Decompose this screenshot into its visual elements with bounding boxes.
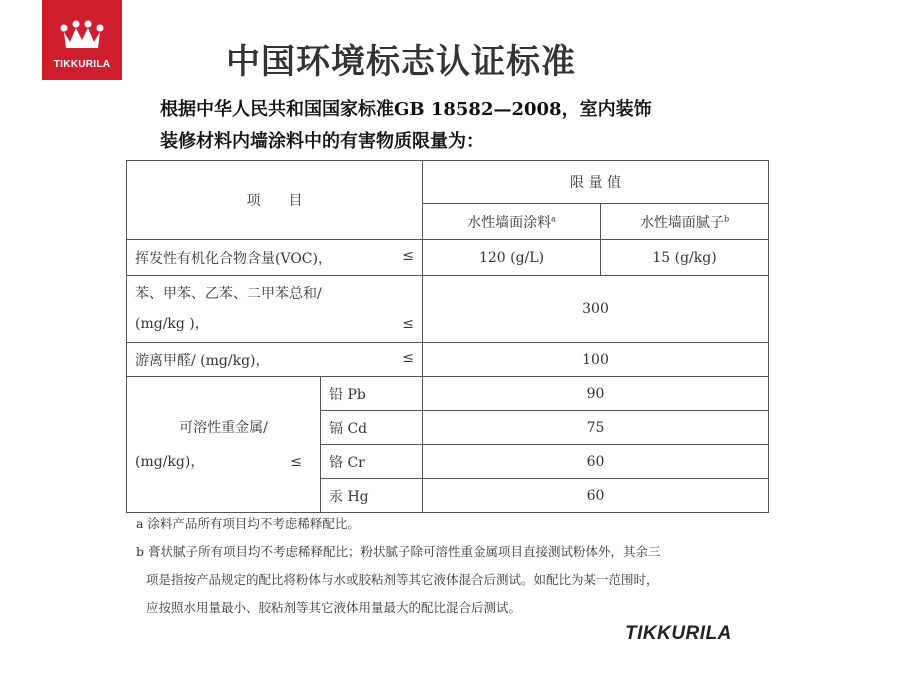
table-row bbox=[127, 276, 769, 343]
metal-name: 汞 Hg bbox=[321, 479, 423, 513]
benzene-label: 苯、甲苯、乙苯、二甲苯总和/ (mg/kg )， ≤ bbox=[127, 276, 423, 343]
table-row bbox=[127, 240, 769, 276]
formaldehyde-value: 100 bbox=[423, 343, 769, 377]
header-item: 项 目 bbox=[127, 161, 423, 240]
footnotes bbox=[136, 510, 766, 622]
metal-name: 铅 Pb bbox=[321, 377, 423, 411]
footnote-b-line-3: 应按照水用量最小、胶粘剂等其它液体用量最大的配比混合后测试。 bbox=[146, 600, 522, 615]
brand-wordmark: TIKKURILA bbox=[625, 623, 732, 644]
formaldehyde-label: 游离甲醛/ (mg/kg)， ≤ bbox=[127, 343, 423, 377]
metal-value: 90 bbox=[423, 377, 769, 411]
logo-text: TIKKURILA bbox=[53, 59, 111, 70]
voc-label: 挥发性有机化合物含量(VOC)， ≤ bbox=[127, 240, 423, 276]
metal-name: 镉 Cd bbox=[321, 411, 423, 445]
standard-document bbox=[126, 160, 766, 648]
footnote-b-line-2: 项是指按产品规定的配比将粉体与水或胶粘剂等其它液体混合后测试。如配比为某一范围时， bbox=[146, 572, 659, 587]
crown-icon bbox=[60, 18, 104, 52]
limits-table bbox=[126, 160, 769, 513]
voc-putty-value: 15 (g/kg) bbox=[601, 240, 769, 276]
benzene-value: 300 bbox=[423, 276, 769, 343]
intro-line-2: 装修材料内墙涂料中的有害物质限量为： bbox=[160, 131, 484, 152]
tikkurila-logo bbox=[42, 0, 122, 80]
metal-value: 60 bbox=[423, 479, 769, 513]
footnote-b-line-1: b 膏状腻子所有项目均不考虑稀释配比；粉状腻子除可溶性重金属项目直接测试粉体外，其余三 bbox=[136, 544, 661, 559]
table-row bbox=[127, 377, 769, 411]
intro-text bbox=[160, 94, 652, 158]
metals-label: 可溶性重金属/ (mg/kg)， ≤ bbox=[127, 377, 321, 513]
intro-line-1: 根据中华人民共和国国家标准GB 18582—2008，室内装饰 bbox=[160, 99, 652, 120]
table-row bbox=[127, 343, 769, 377]
footnote-a: a 涂料产品所有项目均不考虑稀释配比。 bbox=[136, 516, 360, 531]
header-limit: 限 量 值 bbox=[423, 161, 769, 204]
subheader-putty: 水性墙面腻子$^b$ bbox=[601, 204, 769, 240]
metal-value: 60 bbox=[423, 445, 769, 479]
subheader-paint: 水性墙面涂料$^a$ bbox=[423, 204, 601, 240]
page-title: 中国环境标志认证标准 bbox=[226, 42, 576, 82]
voc-paint-value: 120 (g/L) bbox=[423, 240, 601, 276]
metal-name: 铬 Cr bbox=[321, 445, 423, 479]
metal-value: 75 bbox=[423, 411, 769, 445]
